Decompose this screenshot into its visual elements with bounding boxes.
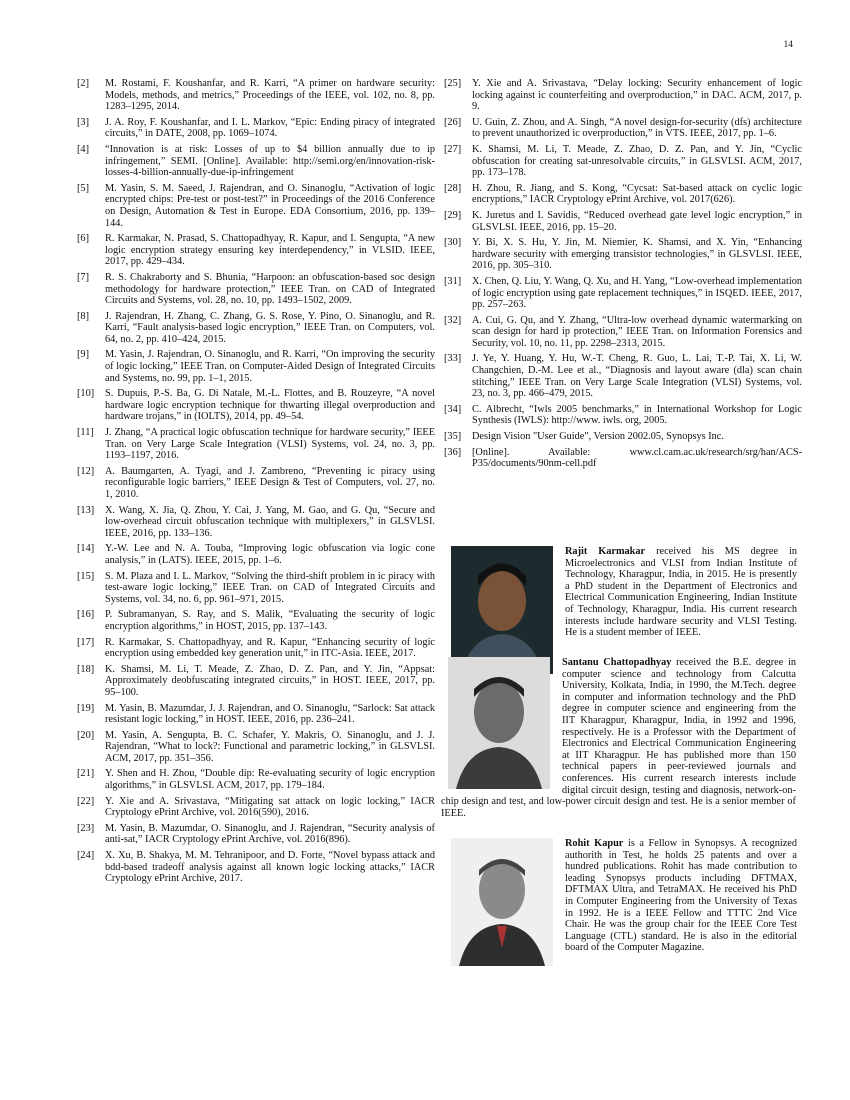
bio-text: is a Fellow in Synopsys. A recognized authorith in Test, he holds 25 patents and over a hundred publications. Rohit has made contribution to leading Synopsys products including DFTMAX, DFTMAX Ultra, and TetraMAX. He received his PhD in Computer Engineering from the University of Texas in 1992. He is a IEEE Fellow and TTTC 2nd Vice Chair. He was the group chair for the IEEE Core Test Language (CTL) standard. He is also in the editorial board of the Computer Magazine. — [565, 838, 798, 954]
reference-text: K. Shamsi, M. Li, T. Meade, Z. Zhao, D. Z. Pan, and Y. Jin, “Appsat: Approximately deobfuscating integrated circuits,” in HOST. IEEE, 2017, pp. 95–100. — [105, 663, 435, 698]
reference-number: [29] — [444, 209, 462, 221]
reference-text: Y. Xie and A. Srivastava, “Mitigating sat attack on logic locking,” IACR Cryptology ePrint Archive, vol. 2016(590), 2016. — [105, 795, 435, 819]
reference-text: K. Juretus and I. Savidis, “Reduced overhead gate level logic encryption,” in GLSVLSI. IEEE, 2016, pp. 15–20. — [472, 209, 802, 233]
reference-number: [15] — [77, 570, 95, 582]
reference-entry — [444, 144, 802, 179]
reference-entry — [77, 233, 435, 268]
reference-text: A. Cui, G. Qu, and Y. Zhang, “Ultra-low overhead dynamic watermarking on scan design for hard ip protection,” IEEE Tran. on Information Forensics and Security, vol. 10, no. 11, pp. 2298–2313, 2015. — [472, 314, 802, 349]
reference-entry — [77, 664, 435, 699]
reference-number: [11] — [77, 427, 94, 439]
reference-number: [13] — [77, 504, 95, 516]
reference-entry — [77, 543, 435, 566]
reference-entry — [77, 78, 435, 113]
reference-number: [25] — [444, 78, 462, 89]
author-photo-kapur — [451, 838, 553, 966]
reference-number: [20] — [77, 729, 95, 741]
reference-number: [12] — [77, 465, 95, 477]
bio-name: Santanu Chattopadhyay — [562, 657, 672, 668]
reference-text: S. M. Plaza and I. L. Markov, “Solving the third-shift problem in ic piracy with test-aware logic locking,” IEEE Tran. on CAD of Integrated Circuits and Systems, vol. 34, no. 6, pp. 961–971, 2015. — [105, 570, 435, 605]
reference-entry — [77, 144, 435, 179]
reference-text: J. Ye, Y. Huang, Y. Hu, W.-T. Cheng, R. Guo, L. Lai, T.-P. Tai, X. Li, W. Changchien, D.-M. Lee et al., “Diagnosis and layout aware (dla) scan chain stitching,” IEEE Tran. on Very Large Scale Integration (VLSI) Systems, vol. 23, no. 3, pp. 466–479, 2015. — [472, 353, 802, 400]
reference-number: [17] — [77, 636, 95, 648]
bio-santanu-chattopadhyay — [441, 657, 796, 819]
reference-entry — [77, 505, 435, 540]
reference-number: [18] — [77, 663, 95, 675]
reference-number: [24] — [77, 850, 95, 862]
reference-entry — [444, 353, 802, 399]
reference-entry — [77, 388, 435, 423]
reference-text: J. Zhang, “A practical logic obfuscation technique for hardware security,” IEEE Tran. on Very Large Scale Integration (VLSI) Systems, vol. 24, no. 3, pp. 1193–1197, 2016. — [105, 427, 435, 462]
reference-text: C. Albrecht, “Iwls 2005 benchmarks,” in International Workshop for Logic Synthesis (IWLS): http://www. iwls. org, 2005. — [472, 403, 802, 427]
reference-number: [27] — [444, 143, 462, 155]
reference-entry — [77, 850, 435, 885]
reference-entry — [444, 210, 802, 233]
reference-number: [2] — [77, 78, 90, 89]
reference-text: Y.-W. Lee and N. A. Touba, “Improving logic obfuscation via logic cone analysis,” in (LATS). IEEE, 2015, pp. 1–6. — [105, 543, 435, 566]
reference-text: M. Yasin, B. Mazumdar, J. J. Rajendran, and O. Sinanoglu, “Sarlock: Sat attack resistant logic locking,” in HOST. IEEE, 2016, pp. 236–241. — [105, 702, 435, 726]
portrait-image — [448, 657, 550, 789]
references-left-column — [77, 78, 435, 889]
reference-number: [3] — [77, 116, 90, 128]
reference-entry — [77, 571, 435, 606]
reference-entry — [77, 311, 435, 346]
reference-number: [36] — [444, 446, 462, 458]
references-right-column — [444, 78, 802, 474]
reference-number: [34] — [444, 403, 462, 415]
reference-number: [30] — [444, 237, 462, 249]
reference-entry — [77, 183, 435, 229]
reference-number: [6] — [77, 233, 90, 245]
reference-number: [21] — [77, 768, 95, 780]
reference-entry — [77, 823, 435, 846]
reference-number: [31] — [444, 275, 462, 287]
reference-entry — [444, 431, 802, 443]
reference-text: R. Karmakar, S. Chattopadhyay, and R. Kapur, “Enhancing security of logic encryption using embedded key generation unit,” in ITC-Asia. IEEE, 2017. — [105, 636, 435, 660]
reference-number: [23] — [77, 822, 95, 834]
reference-entry — [77, 609, 435, 632]
reference-entry — [444, 237, 802, 272]
reference-text: P. Subramanyan, S. Ray, and S. Malik, “Evaluating the security of logic encryption algorithms,” in HOST, 2015, pp. 137–143. — [105, 609, 435, 632]
bio-name: Rajit Karmakar — [565, 546, 646, 557]
reference-text: X. Xu, B. Shakya, M. M. Tehranipoor, and D. Forte, “Novel bypass attack and bdd-based tradeoff analysis against all known logic locking attacks,” IACR Cryptology ePrint Archive, 2017. — [105, 850, 435, 885]
reference-entry — [77, 272, 435, 307]
author-photo-karmakar — [451, 546, 553, 674]
reference-entry — [444, 276, 802, 311]
reference-text: [Online]. Available: www.cl.cam.ac.uk/research/srg/han/ACS-P35/documents/90nm-cell.pdf — [472, 446, 802, 470]
reference-entry — [77, 117, 435, 140]
reference-entry — [77, 427, 435, 462]
reference-entry — [444, 315, 802, 350]
reference-text: S. Dupuis, P.-S. Ba, G. Di Natale, M.-L. Flottes, and B. Rouzeyre, “A novel hardware logic encryption technique for thwarting illegal overproduction and hardware trojans,” in (IOLTS), 2014, pp. 49–54. — [105, 388, 435, 423]
reference-text: J. Rajendran, H. Zhang, C. Zhang, G. S. Rose, Y. Pino, O. Sinanoglu, and R. Karri, “Fault analysis-based logic encryption,” IEEE Tran. on Computers, vol. 64, no. 2, pp. 410–424, 2015. — [105, 310, 435, 345]
reference-text: U. Guin, Z. Zhou, and A. Singh, “A novel design-for-security (dfs) architecture to prevent unauthorized ic overproduction,” in VTS. IEEE, 2017, pp. 1–6. — [472, 116, 802, 140]
reference-text: K. Shamsi, M. Li, T. Meade, Z. Zhao, D. Z. Pan, and Y. Jin, “Cyclic obfuscation for creating sat-unresolvable circuits,” in GLSVLSI. ACM, 2017, pp. 173–178. — [472, 143, 802, 179]
reference-text: X. Chen, Q. Liu, Y. Wang, Q. Xu, and H. Yang, “Low-overhead implementation of logic encryption using gate replacement techniques,” in ISQED. IEEE, 2017, pp. 257–263. — [472, 275, 802, 311]
reference-number: [8] — [77, 310, 90, 322]
reference-text: A. Baumgarten, A. Tyagi, and J. Zambreno, “Preventing ic piracy using reconfigurable logic barriers,” IEEE Design & Test of Computers, vol. 27, no. 1, 2010. — [105, 465, 435, 500]
reference-text: Design Vision "User Guide", Version 2002.05, Synopsys Inc. — [472, 431, 724, 443]
reference-entry — [77, 349, 435, 384]
reference-number: [35] — [444, 431, 462, 443]
reference-text: Y. Bi, X. S. Hu, Y. Jin, M. Niemier, K. Shamsi, and X. Yin, “Enhancing hardware security with emerging transistor technologies,” in GLSVLSI. IEEE, 2016, pp. 305–310. — [472, 237, 802, 272]
reference-number: [9] — [77, 349, 90, 361]
reference-entry — [444, 404, 802, 427]
reference-number: [16] — [77, 609, 95, 621]
reference-entry — [77, 796, 435, 819]
reference-entry — [77, 466, 435, 501]
reference-number: [10] — [77, 388, 95, 400]
reference-text: R. S. Chakraborty and S. Bhunia, “Harpoon: an obfuscation-based soc design methodology for hardware protection,” IEEE Tran. on CAD of Integrated Circuits and Systems, vol. 28, no. 10, pp. 1493–1502, 2009. — [105, 271, 435, 307]
author-photo-chattopadhyay — [448, 657, 550, 789]
reference-number: [26] — [444, 116, 462, 128]
reference-text: M. Yasin, S. M. Saeed, J. Rajendran, and O. Sinanoglu, “Activation of logic encrypted chips: Pre-test or post-test?” in Proceedings of the 2016 Conference on Design, Automation & Test in Europe. EDA Consortium, 2016, pp. 139–144. — [105, 182, 435, 229]
reference-text: M. Yasin, A. Sengupta, B. C. Schafer, Y. Makris, O. Sinanoglu, and J. J. Rajendran, “What to lock?: Functional and parametric locking,” in GLSVLSI. ACM, 2017, pp. 351–356. — [105, 729, 435, 764]
reference-text: Y. Shen and H. Zhou, “Double dip: Re-evaluating security of logic encryption algorithms,” in GLSVLSI. ACM, 2017, pp. 179–184. — [105, 768, 435, 792]
portrait-image — [451, 838, 553, 966]
reference-number: [4] — [77, 143, 90, 155]
reference-entry — [77, 703, 435, 726]
reference-number: [33] — [444, 353, 462, 365]
reference-text: X. Wang, X. Jia, Q. Zhou, Y. Cai, J. Yang, M. Gao, and G. Qu, “Secure and low-overhead circuit obfuscation technique with multiplexers,” in GLSVLSI. IEEE, 2016, pp. 133–136. — [105, 504, 435, 539]
reference-entry — [77, 730, 435, 765]
reference-text: H. Zhou, R. Jiang, and S. Kong, “Cycsat: Sat-based attack on cyclic logic encryptions,” IACR Cryptology ePrint Archive, vol. 2017(626). — [472, 182, 802, 206]
reference-number: [22] — [77, 795, 95, 807]
portrait-image — [451, 546, 553, 674]
reference-number: [32] — [444, 314, 462, 326]
reference-entry — [444, 447, 802, 470]
bio-text: received his MS degree in Microelectronics and VLSI from Indian Institute of Technology, Kharagpur, India, in 2015. He is presently a PhD student in the Department of Electronics and Electrical Communication Engineering, Indian Institute of Technology, Kharagpur, India. His current research interests include hardware security and VLSI Testing. He is a student member of IEEE. — [565, 546, 797, 639]
page-number: 14 — [783, 40, 793, 50]
bio-rohit-kapur — [444, 838, 797, 970]
reference-text: M. Yasin, B. Mazumdar, O. Sinanoglu, and J. Rajendran, “Security analysis of anti-sat,” IACR Cryptology ePrint Archive, vol. 2016(896). — [105, 822, 435, 846]
reference-text: M. Yasin, J. Rajendran, O. Sinanoglu, and R. Karri, “On improving the security of logic locking,” IEEE Tran. on Computer-Aided Design of Integrated Circuits and Systems, no. 99, pp. 1–1, 2015. — [105, 349, 435, 384]
bio-text: received the B.E. degree in computer science and technology from Calcutta University, Kolkata, India, in 1990, the M.Tech. degree in computer and information technology and the PhD degree in computer science and engineering from the IIT Kharagpur, Kharagpur, India, in 1992 and 1996, respectively. He is a Professor with the Department of Electronics and Electrical Communication Engineering at IIT Kharagpur. He has published more than 150 technical papers in peer-reviewed journals and conferences. His current research interests include digital circuit design, testing and diagnosis, network-on-chip design and test, and low-power circuit design and test. He is a senior member of IEEE. — [441, 657, 796, 819]
reference-number: [5] — [77, 182, 90, 194]
reference-number: [28] — [444, 182, 462, 194]
reference-text: “Innovation is at risk: Losses of up to $4 billion annually due to ip infringement,” SEMI. [Online]. Available: http://semi.org/en/innovation-risk-losses-4-billion-annually-due-ip-infringement — [105, 143, 435, 179]
reference-entry — [444, 78, 802, 113]
reference-number: [7] — [77, 271, 90, 283]
reference-text: M. Rostami, F. Koushanfar, and R. Karri, “A primer on hardware security: Models, methods, and metrics,” Proceedings of the IEEE, vol. 102, no. 8, pp. 1283–1295, 2014. — [105, 78, 435, 113]
bio-name: Rohit Kapur — [565, 838, 624, 849]
reference-text: R. Karmakar, N. Prasad, S. Chattopadhyay, R. Kapur, and I. Sengupta, “A new logic encryption strategy ensuring key interdependency,” in VLSID. IEEE, 2017, pp. 429–434. — [105, 233, 435, 268]
reference-number: [19] — [77, 702, 95, 714]
reference-entry — [444, 183, 802, 206]
reference-entry — [77, 637, 435, 660]
reference-text: Y. Xie and A. Srivastava, “Delay locking: Security enhancement of logic locking against ic counterfeiting and overproduction,” in DAC. ACM, 2017, p. 9. — [472, 78, 802, 113]
reference-number: [14] — [77, 543, 95, 555]
reference-text: J. A. Roy, F. Koushanfar, and I. L. Markov, “Epic: Ending piracy of integrated circuits,” in DATE, 2008, pp. 1069–1074. — [105, 116, 435, 140]
reference-entry — [444, 117, 802, 140]
reference-entry — [77, 768, 435, 791]
